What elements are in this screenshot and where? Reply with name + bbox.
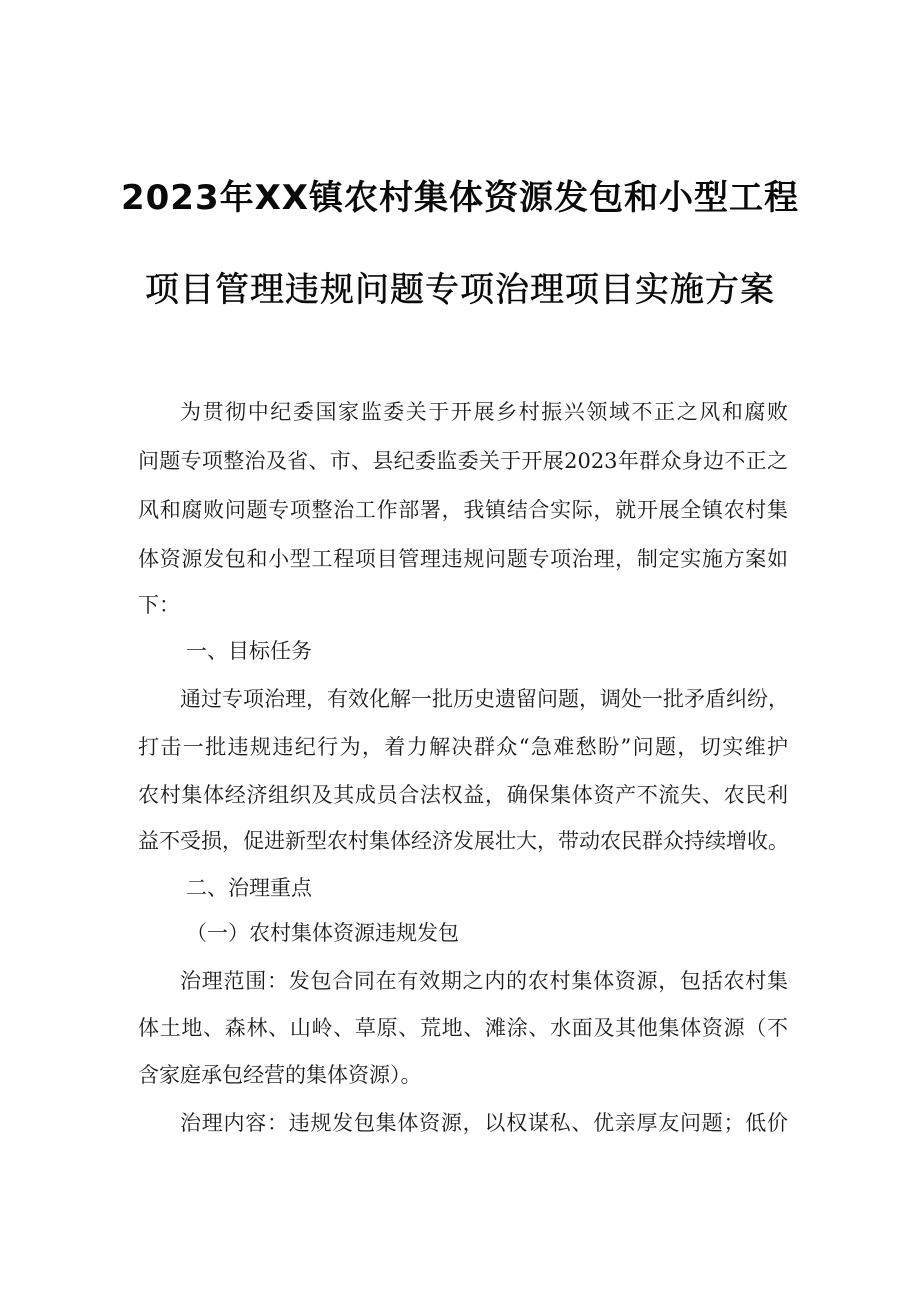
document-title-line-1: 2023年XX镇农村集体资源发包和小型工程 [120, 178, 800, 218]
subsection-heading-resources: （一）农村集体资源违规发包 [186, 921, 459, 945]
section-heading-goals: 一、目标任务 [186, 639, 312, 663]
section1-line-1: 通过专项治理，有效化解一批历史遗留问题，调处一批矛盾纠纷， [180, 687, 789, 711]
section1-line-4: 益不受损，促进新型农村集体经济发展壮大，带动农民群众持续增收。 [138, 829, 789, 853]
section1-line-3: 农村集体经济组织及其成员合法权益，确保集体资产不流失、农民利 [138, 783, 788, 807]
scope-line-2: 体土地、森林、山岭、草原、荒地、滩涂、水面及其他集体资源（不 [138, 1016, 788, 1040]
intro-line-2: 问题专项整治及省、市、县纪委监委关于开展2023年群众身边不正之 [138, 449, 788, 473]
scope-line-3: 含家庭承包经营的集体资源）。 [138, 1063, 422, 1087]
scope-line-1: 治理范围：发包合同在有效期之内的农村集体资源，包括农村集 [180, 969, 788, 993]
document-title-line-2: 项目管理违规问题专项治理项目实施方案 [145, 270, 775, 310]
section-heading-focus: 二、治理重点 [186, 876, 312, 900]
section1-line-2: 打击一批违规违纪行为，着力解决群众“急难愁盼”问题，切实维护 [138, 735, 788, 759]
intro-line-1: 为贯彻中纪委国家监委关于开展乡村振兴领域不正之风和腐败 [180, 400, 788, 424]
content-line-1: 治理内容：违规发包集体资源，以权谋私、优亲厚友问题；低价 [180, 1111, 788, 1135]
intro-line-4: 体资源发包和小型工程项目管理违规问题专项治理，制定实施方案如 [138, 547, 788, 571]
intro-line-5: 下： [138, 593, 180, 617]
intro-line-3: 风和腐败问题专项整治工作部署，我镇结合实际，就开展全镇农村集 [138, 498, 788, 522]
